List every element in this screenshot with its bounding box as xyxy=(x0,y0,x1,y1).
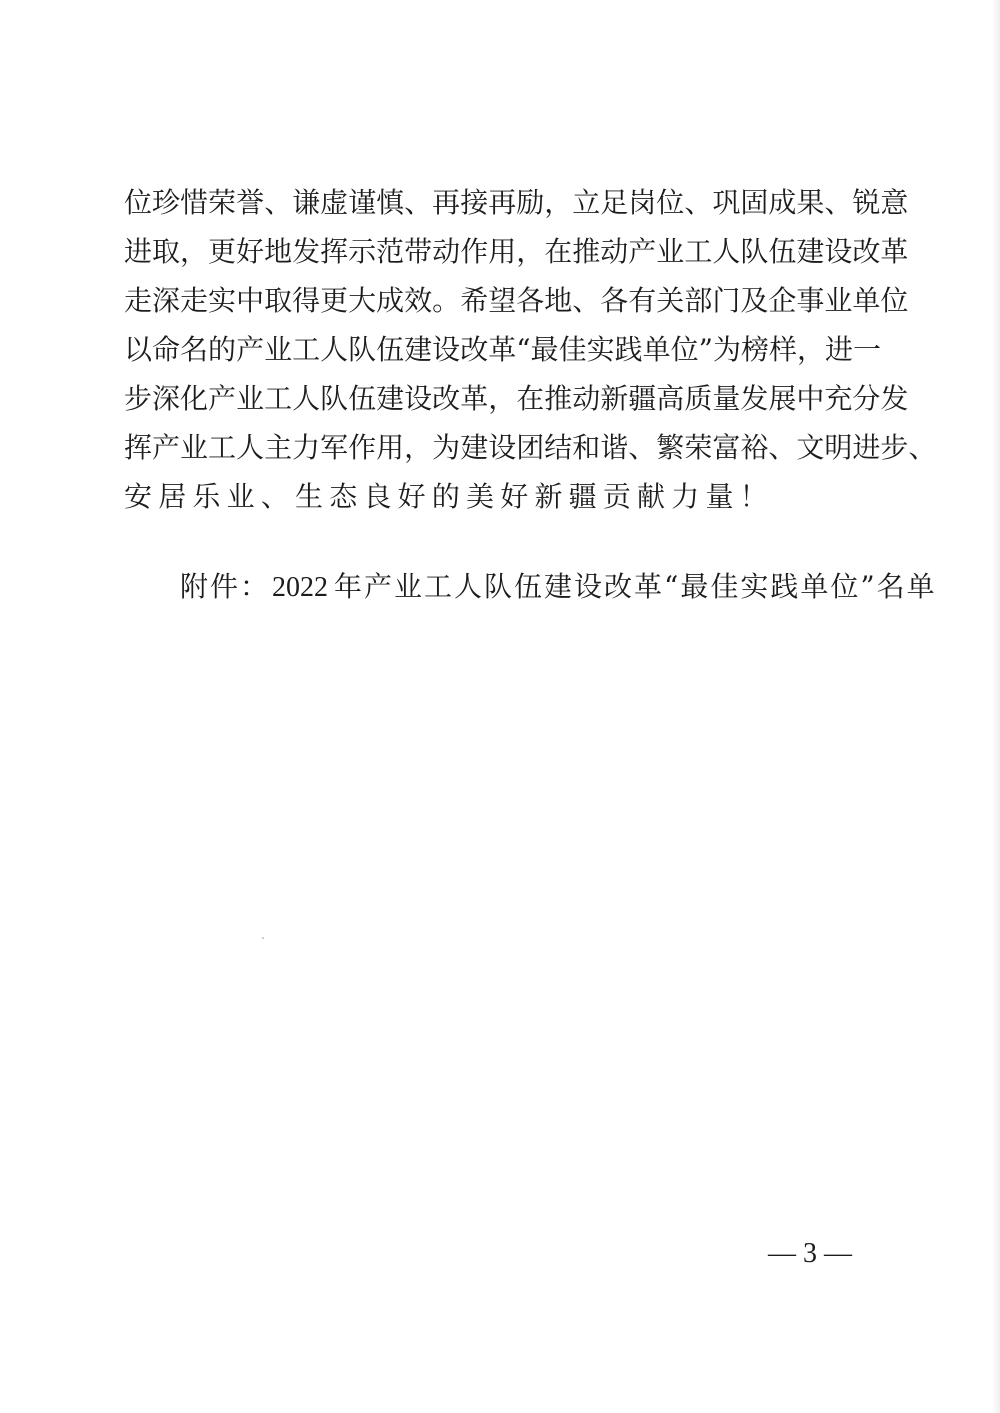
paragraph-line: 走 深 走 实 中 取 得 更 大 成 效 。 希 望 各 地 、 各 有 关 部 门 及 企 事 业 单 位 xyxy=(124,284,909,317)
attachment-label: 附件： xyxy=(180,570,271,603)
paragraph-line: 挥 产 业 工 人 主 力 军 作 用 ， 为 建 设 团 结 和 谐 、 繁 荣 富 裕 、 文 明 进 步 、 xyxy=(124,431,937,464)
paragraph-line: 进 取 ， 更 好 地 发 挥 示 范 带 动 作 用 ， 在 推 动 产 业 工 人 队 伍 建 设 改 革 xyxy=(124,235,909,268)
attachment-year: 2022 xyxy=(272,572,329,603)
page-edge-shadow xyxy=(992,0,1000,1413)
page-number: — 3 — xyxy=(768,1238,852,1269)
attachment-title: 年产业工人队伍建设改革“最佳实践单位”名单 xyxy=(334,570,937,603)
paragraph-line: 以 命 名 的 产 业 工 人 队 伍 建 设 改 革 “ 最 佳 实 践 单 位 ” 为 榜 样 ， 进 一 xyxy=(124,333,882,366)
scan-speck xyxy=(262,937,264,939)
paragraph-line: 安 居 乐 业 、 生 态 良 好 的 美 好 新 疆 贡 献 力 量 ！ xyxy=(124,480,774,513)
paragraph-line: 步 深 化 产 业 工 人 队 伍 建 设 改 革 ， 在 推 动 新 疆 高 质 量 发 展 中 充 分 发 xyxy=(124,382,909,415)
attachment-line xyxy=(180,567,937,608)
body-paragraph xyxy=(124,183,937,526)
paragraph-line: 位 珍 惜 荣 誉 、 谦 虚 谨 慎 、 再 接 再 励 ， 立 足 岗 位 、 巩 固 成 果 、 锐 意 xyxy=(124,186,909,219)
